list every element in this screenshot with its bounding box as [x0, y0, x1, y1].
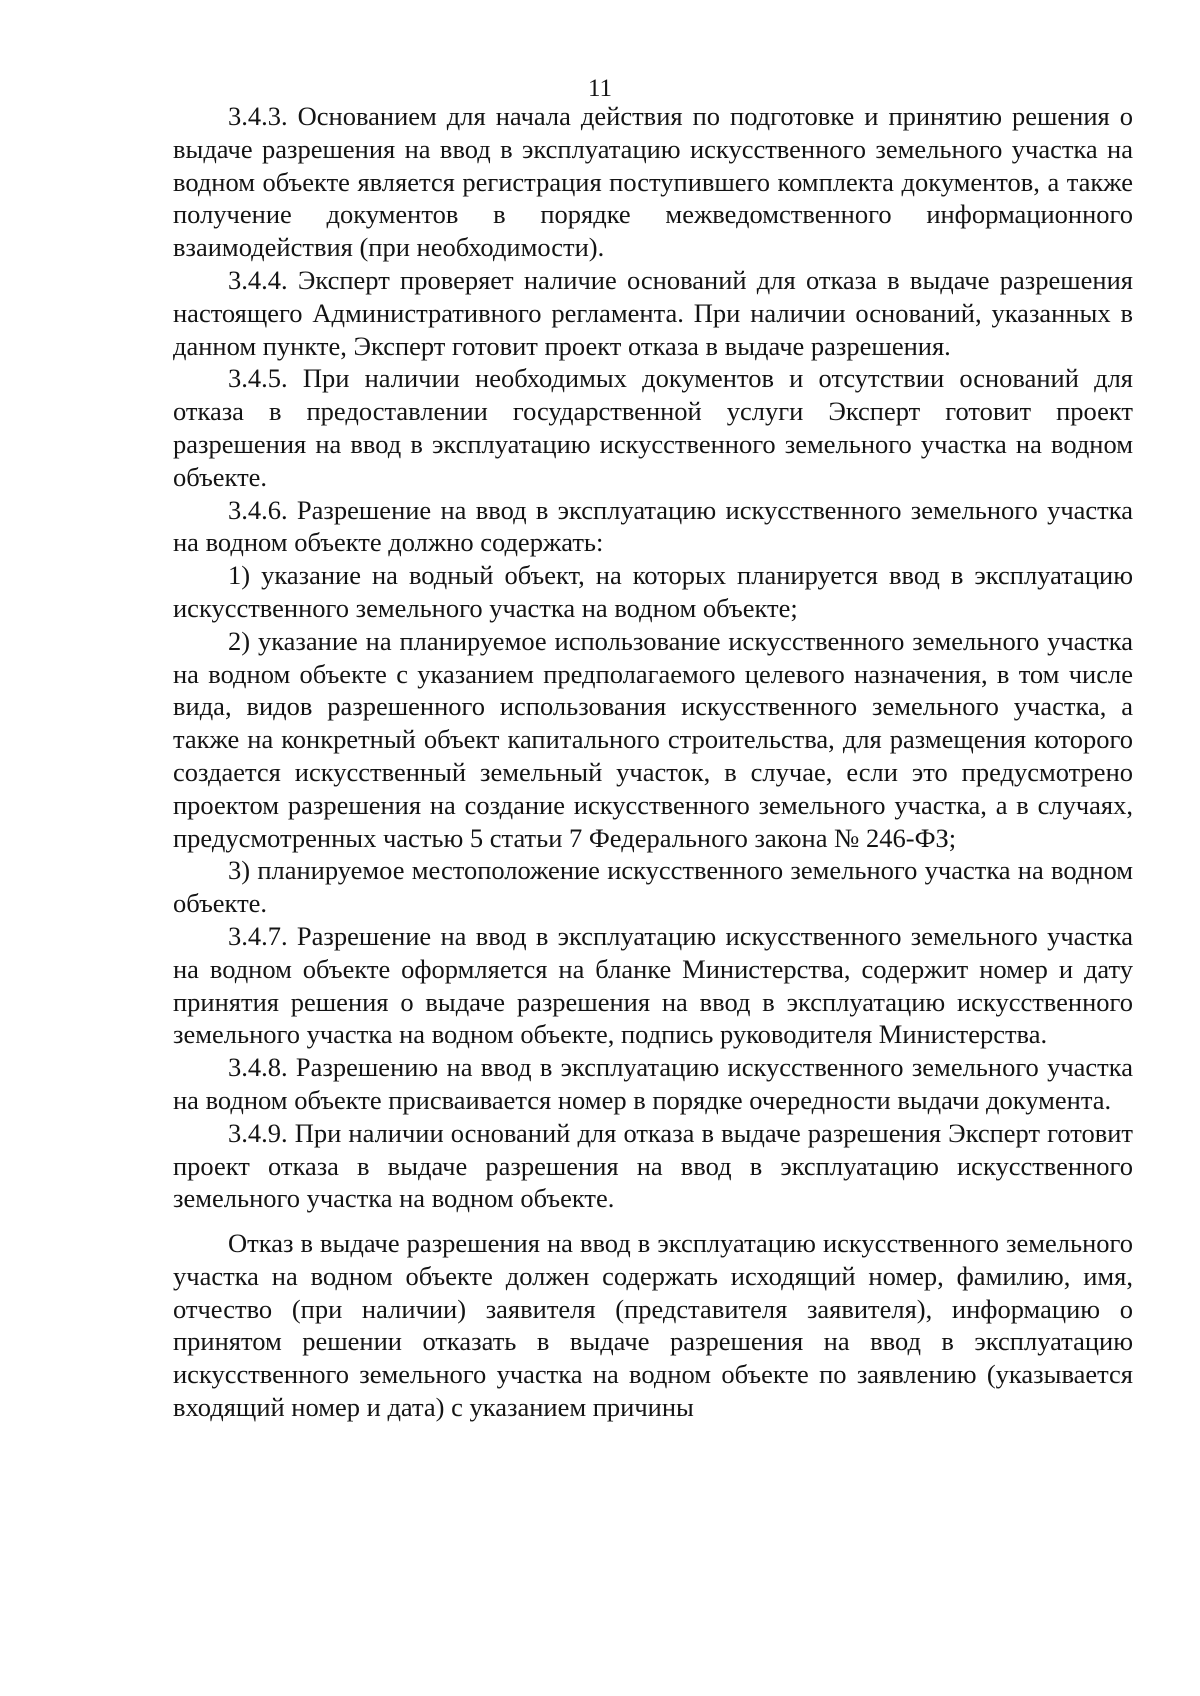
paragraph-3-4-4: 3.4.4. Эксперт проверяет наличие оснований для отказа в выдаче разрешения настоящего Административного регламента. При наличии оснований, указанных в данном пункте, Эксперт готовит проект отказа в выдаче разрешения. — [173, 264, 1133, 361]
paragraph-3-4-7: 3.4.7. Разрешение на ввод в эксплуатацию искусственного земельного участка на водном объекте оформляется на бланке Министерства, содержит номер и дату принятия решения о выдаче разрешения на ввод в эксплуатацию искусственного земельного участка на водном объекте, подпись руководителя Министерства. — [173, 920, 1133, 1050]
paragraph-refusal-content: Отказ в выдаче разрешения на ввод в эксплуатацию искусственного земельного участка на водном объекте должен содержать исходящий номер, фамилию, имя, отчество (при наличии) заявителя (представителя заявителя), информацию о принятом решении отказать в выдаче разрешения на ввод в эксплуатацию искусственного земельного участка на водном объекте по заявлению (указывается входящий номер и дата) с указанием причины — [173, 1228, 1133, 1423]
paragraph-3-4-6: 3.4.6. Разрешение на ввод в эксплуатацию искусственного земельного участка на водном объекте должно содержать: — [173, 494, 1133, 558]
paragraph-3-4-9: 3.4.9. При наличии оснований для отказа в выдаче разрешения Эксперт готовит проект отказа в выдаче разрешения на ввод в эксплуатацию искусственного земельного участка на водном объекте. — [173, 1117, 1133, 1214]
list-item-3: 3) планируемое местоположение искусственного земельного участка на водном объекте. — [173, 855, 1133, 919]
page-number: 11 — [587, 75, 613, 102]
paragraph-3-4-3: 3.4.3. Основанием для начала действия по подготовке и принятию решения о выдаче разрешения на ввод в эксплуатацию искусственного земельного участка на водном объекте является регистрация поступившего комплекта документов, а также получение документов в порядке межведомственного информационного взаимодействия (при необходимости). — [173, 101, 1133, 263]
list-item-2: 2) указание на планируемое использование искусственного земельного участка на водном объекте с указанием предполагаемого целевого назначения, в том числе вида, видов разрешенного использования искусственного земельного участка, а также на конкретный объект капитального строительства, для размещения которого создается искусственный земельный участок, в случае, если это предусмотрено проектом разрешения на создание искусственного земельного участка, а в случаях, предусмотренных частью 5 статьи 7 Федерального закона № 246-ФЗ; — [173, 625, 1133, 853]
paragraph-3-4-8: 3.4.8. Разрешению на ввод в эксплуатацию искусственного земельного участка на водном объекте присваивается номер в порядке очередности выдачи документа. — [173, 1052, 1133, 1115]
list-item-1: 1) указание на водный объект, на которых планируется ввод в эксплуатацию искусственного земельного участка на водном объекте; — [173, 560, 1133, 623]
paragraph-3-4-5: 3.4.5. При наличии необходимых документов и отсутствии оснований для отказа в предоставлении государственной услуги Эксперт готовит проект разрешения на ввод в эксплуатацию искусственного земельного участка на водном объекте. — [173, 363, 1133, 492]
document-body — [173, 100, 1133, 1424]
